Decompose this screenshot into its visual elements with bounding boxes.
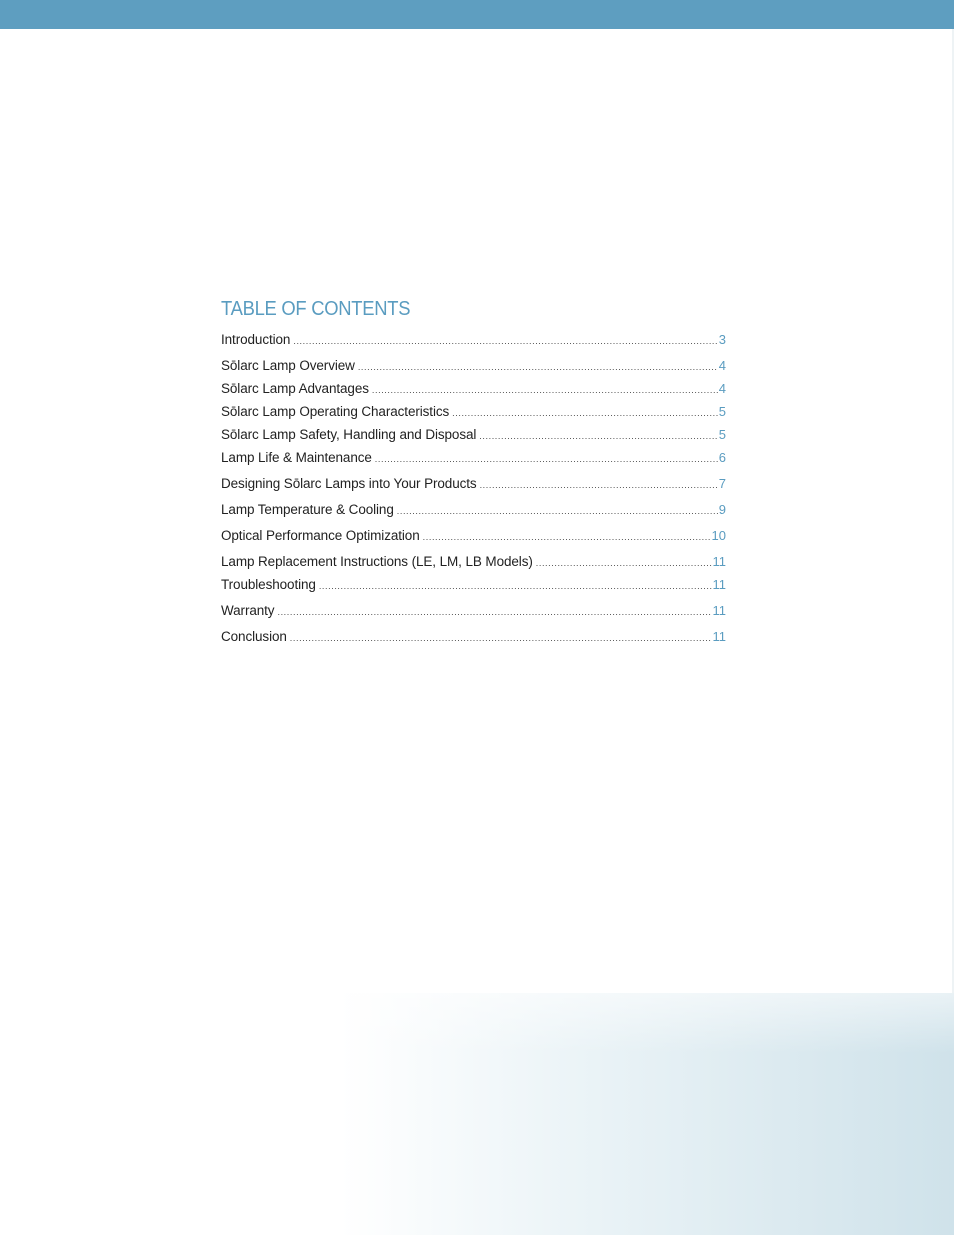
- leader-dots: [423, 526, 711, 549]
- toc-entry-lamp-life[interactable]: [221, 446, 726, 469]
- toc-entry-page: 4: [718, 381, 726, 396]
- leader-dots: [319, 575, 712, 598]
- toc-entry-overview[interactable]: [221, 354, 726, 377]
- toc-entry-page: 11: [712, 577, 726, 592]
- toc-entry-page: 9: [718, 502, 726, 517]
- leader-dots: [480, 474, 718, 497]
- toc-entry-page: 3: [718, 332, 726, 347]
- leader-dots: [479, 425, 717, 448]
- toc-entry-page: 11: [712, 554, 726, 569]
- toc-entry-label: Optical Performance Optimization: [221, 528, 420, 543]
- toc-entry-operating-characteristics[interactable]: [221, 400, 726, 423]
- toc-entry-label: Sōlarc Lamp Overview: [221, 358, 355, 373]
- leader-dots: [375, 448, 718, 471]
- toc-entry-label: Lamp Life & Maintenance: [221, 450, 372, 465]
- toc-entry-label: Conclusion: [221, 629, 287, 644]
- toc-entry-label: Sōlarc Lamp Advantages: [221, 381, 369, 396]
- leader-dots: [358, 356, 718, 379]
- toc-entry-page: 6: [718, 450, 726, 465]
- toc-entry-page: 4: [718, 358, 726, 373]
- toc-entry-page: 5: [718, 427, 726, 442]
- leader-dots: [372, 379, 718, 402]
- toc-entry-label: Lamp Temperature & Cooling: [221, 502, 394, 517]
- footer-gradient: [340, 993, 954, 1235]
- toc-entry-warranty[interactable]: [221, 599, 726, 622]
- toc-entry-troubleshooting[interactable]: [221, 573, 726, 596]
- toc-entry-conclusion[interactable]: [221, 625, 726, 648]
- toc-entry-optical[interactable]: [221, 524, 726, 547]
- toc-entry-label: Designing Sōlarc Lamps into Your Products: [221, 476, 477, 491]
- header-band: [0, 0, 954, 29]
- toc-entry-label: Lamp Replacement Instructions (LE, LM, LB Models): [221, 554, 533, 569]
- toc-entry-label: Introduction: [221, 332, 291, 347]
- leader-dots: [536, 552, 712, 575]
- toc-entry-label: Warranty: [221, 603, 275, 618]
- toc-entry-page: 7: [718, 476, 726, 491]
- toc-entry-replacement[interactable]: [221, 550, 726, 573]
- toc-entry-temperature[interactable]: [221, 498, 726, 521]
- table-of-contents: [221, 296, 726, 648]
- leader-dots: [397, 500, 718, 523]
- toc-entry-label: Sōlarc Lamp Safety, Handling and Disposal: [221, 427, 477, 442]
- leader-dots: [452, 402, 718, 425]
- toc-entry-page: 5: [718, 404, 726, 419]
- leader-dots: [290, 627, 712, 650]
- leader-dots: [293, 330, 717, 353]
- toc-entry-label: Sōlarc Lamp Operating Characteristics: [221, 404, 450, 419]
- toc-entry-page: 11: [712, 629, 726, 644]
- toc-entry-safety[interactable]: [221, 423, 726, 446]
- toc-list: [221, 328, 726, 648]
- leader-dots: [277, 601, 711, 624]
- toc-entry-page: 10: [711, 528, 726, 543]
- toc-title: TABLE OF CONTENTS: [221, 298, 411, 320]
- toc-entry-page: 11: [712, 603, 726, 618]
- toc-entry-designing[interactable]: [221, 472, 726, 495]
- toc-entry-label: Troubleshooting: [221, 577, 316, 592]
- toc-entry-advantages[interactable]: [221, 377, 726, 400]
- toc-entry-introduction[interactable]: [221, 328, 726, 351]
